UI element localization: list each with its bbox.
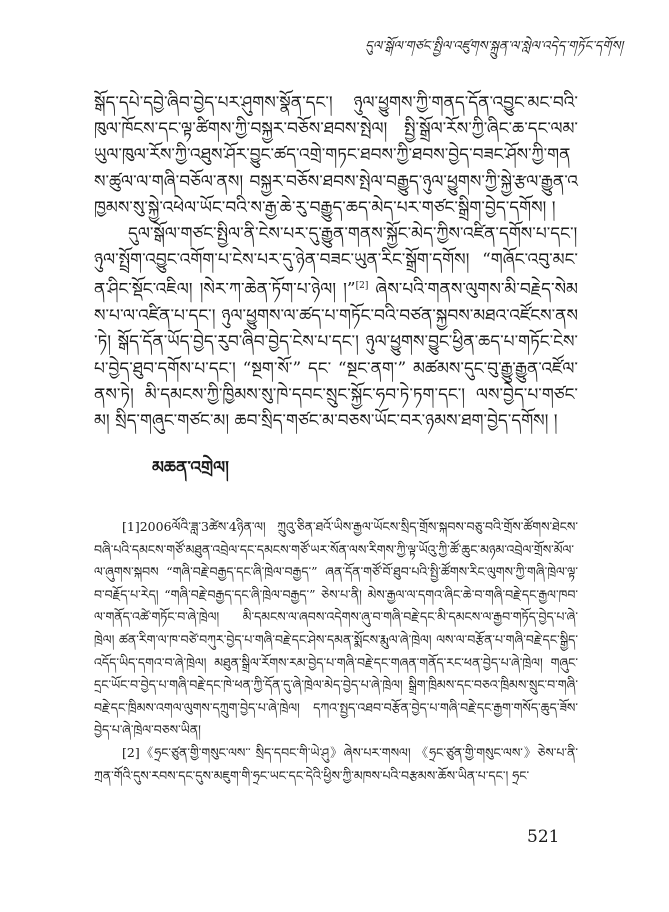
footnote: [1]2006ལོའི་ཟླ་3ཚེས་4ཉིན་ལ། ཀྲུའུ་ཅིན་ཐའོ་ཡིས་རྒྱལ་ཡོངས་སྲིད་གྲོས་སྐབས་བཅུ་བའི་གྲོས་ཚོགས་ཐེངས་བཞི་པའི་དམངས་གཙོ་མཐུན་འབྲེལ་དང་དམངས་གཙོ་ཡར་སོན་ལས་རིགས་ཀྱི་ལྟ་ཡོའུ་ཀྱི་ཚོ་ཆུང་མཉམ་འབྲེལ་གྲོས་མོལ་ལ་ཞུགས་སྐབས “གཞི་བརྗེ་བརྒྱད་དང་ཞི་ཁྲེལ་བརྒྱད་” ཞན་དོན་གཙོ་བོ་ཐུབ་པའི་སྤྱི་ཚོགས་རིང་ལུགས་ཀྱི་གཞི་ཁྲེལ་ལྟ་བ་བརྗོད་པ་རེད། “གཞི་བརྗེ་བརྒྱད་དང་ཞི་ཁྲེལ་བརྒྱད་” ཅེས་པ་ནི། མེས་རྒྱལ་ལ་དགའ་ཞིང་ཆེ་བ་གཞི་བརྗེ་དང་རྒྱལ་ཁབ་ལ་གནོད་འཚེ་གཏོང་བ་ཞེ་ཁྲེལ། མི་དམངས་ལ་ཞབས་འདེགས་ཞུ་བ་གཞི་བརྗེ་དང་མི་དམངས་ལ་རྒྱབ་གཏོད་བྱེད་པ་ཞེ་ཁྲེལ། ཚན་རིག་ལ་ཁ་བཙེ་བཀུར་བྱེད་པ་གཞི་བརྗེ་དང་ཤེས་དམན་སྨོངས་རྨུལ་ཞེ་ཁྲེལ། ལས་ལ་བརྩོན་པ་གཞི་བརྗེ་དང་སྒྱིད་འདོད་ཡིད་དགའ་བ་ཞེ་ཁྲེལ། མཐུན་སྒྲིལ་རོགས་རམ་བྱེད་པ་གཞི་བརྗེ་དང་གཞན་གནོད་རང་ཕན་བྱེད་པ་ཞེ་ཁྲེལ། གཞུང་དྲང་ཡོང་བ་བྱེད་པ་གཞི་བརྗེ་དང་ཁེ་ཕན་ཀྱི་དོན་དུ་ཞེ་ཁྲེལ་མེད་བྱེད་པ་ཞེ་ཁྲེལ། སྒྲིག་ཁྲིམས་དང་བཅའ་ཁྲིམས་སྲུང་བ་གཞི་བརྗེ་དང་ཁྲིམས་འགལ་ལུགས་དཀྲུག་བྱེད་པ་ཞེ་ཁྲེལ། དཀའ་སྤྱད་འཐབ་བརྩོན་བྱེད་པ་གཞི་བརྗེ་དང་རྒྱག་གསོད་ཆུད་ཟོས་བྱེད་པ་ཞེ་ཁྲེལ་བཅས་ཡིན། <box>94 519 578 738</box>
running-header: དུལ་སྒོལ་གཙང་སྤྱིལ་འཛུགས་སྐྲུན་ལ་སླེལ་འདེད་གཏོང་དགོས། <box>365 39 623 54</box>
continuation-text: ཞེས་པའི་གནས་ལུགས་མི་བརྗེད་སེམས་པ་ལ་འཛིན་པ་དང་། ཉུལ་ཕྱུགས་ལ་ཚད་པ་གཏོང་བའི་བཙན་སྐྱབས་མཐའ་འཛོངས་ནས་ཏེ། སྒོད་དོན་ཡོད་བྱེད་རུབ་ཞིབ་བྱེད་ངེས་པ་དང་། ཉུལ་ཕྱུགས་བྱུང་ཕྱིན་ཆད་པ་གཏོང་ངེས་པ་བྱེད་ཐུབ་དགོས་པ་དང་། “སྔག་སོ་” དང་ “སྔང་ནག་” མཚམས་དུང་བུ་རྒྱུ་རྒྱུན་འཛོལ་ནས་ཏེ། མི་དམངས་ཀྱི་ཁྱིམས་སུ་ཁེ་དབང་སྲུང་སྐྱོང་ཧབ་ཏེ་ཏག་དང་། ལས་བྱེད་པ་གཙང་མ། སྲིད་གཞུང་གཙང་མ། ཆབ་སྲིད་གཙང་མ་བཅས་ཡོང་བར་ཉམས་ཐག་བྱེད་དགོས། ། <box>94 280 578 432</box>
body-paragraph: སྒོད་དཔེ་དབྱེ་ཞིབ་བྱེད་པར་ཤུགས་སྣོན་དང་། ཉུལ་ཕྱུགས་ཀྱི་གནད་དོན་འབྱུང་མང་བའི་ཁུལ་ཁོངས་དང་ལྟ་ཚིགས་ཀྱི་བསྐྱར་བཅོས་ཐབས་སྤེལ། སྤྱི་སྒྲོལ་རོས་ཀྱི་ཞིང་ཆ་དང་ལམ་ཡུལ་ཁུལ་རོས་ཀྱི་འཐུས་ཤོར་བྱུང་ཚད་འགྲེ་གཏང་ཐབས་ཀྱི་ཐབས་བྱེད་བཟང་ཤོས་ཀྱི་གནས་ཚུལ་ལ་གཞི་བཅོལ་ནས། བསྐྱར་བཅོས་ཐབས་སྤེལ་བརྒྱུད་ཉུལ་ཕྱུགས་ཀྱི་སྐྱེ་རྩལ་རྒྱུན་འཁྱམས་སུ་སྐྱེ་འཕེལ་ཡོང་བའི་ས་རྒྱ་ཆེ་རུ་བརྒྱུད་ཆད་མེད་པར་གཙང་སྒྲིག་བྱེད་དགོས། ། <box>94 93 578 218</box>
quote-text: དུལ་སྒོལ་གཙང་སྤྱིལ་ནི་ངེས་པར་དུ་རྒྱུན་གནས་སྐྱོང་མེད་ཀྱིས་འཛིན་དགོས་པ་དང་། ཉུལ་སྤྲོག་འབྱུང་འགོག་པ་ངེས་པར་དུ་ཉེན་བཟང་ཡུན་རིང་སྒྲོག་དགོས། “གཞོང་འབུ་མང་ན་ཤིང་སྡོང་འཇིལ། །སེར་ཀ་ཆེན་ཏོག་པ་ཉེལ། །” <box>94 224 578 301</box>
main-body <box>94 90 578 434</box>
notes-heading: མཆན་འགྲེལ། <box>152 458 229 478</box>
footnote-reference: [2] <box>355 281 369 292</box>
body-paragraph <box>94 221 578 434</box>
page-number: 521 <box>527 827 560 847</box>
footnote: [2]《ཧྲང་ཙུན་གྱི་གསུང་ལས་་ སྲིད་དབང་གི་ཡེ་ཤུ》ཞེས་པར་གསལ། 《ཧྲང་ཙུན་གྱི་གསུང་ལས་》ཅེས་པ་ནི་ཀྲན་གོའི་དུས་རབས་དང་དུས་མཇུག་གི་ཧྲང་ཡང་དང་དེའི་ཕྱིས་ཀྱི་མཁས་པའི་བརྩམས་ཆོས་ཡིན་པ་དང་། ཧྲང་ <box>94 744 578 783</box>
notes-section <box>94 516 578 787</box>
